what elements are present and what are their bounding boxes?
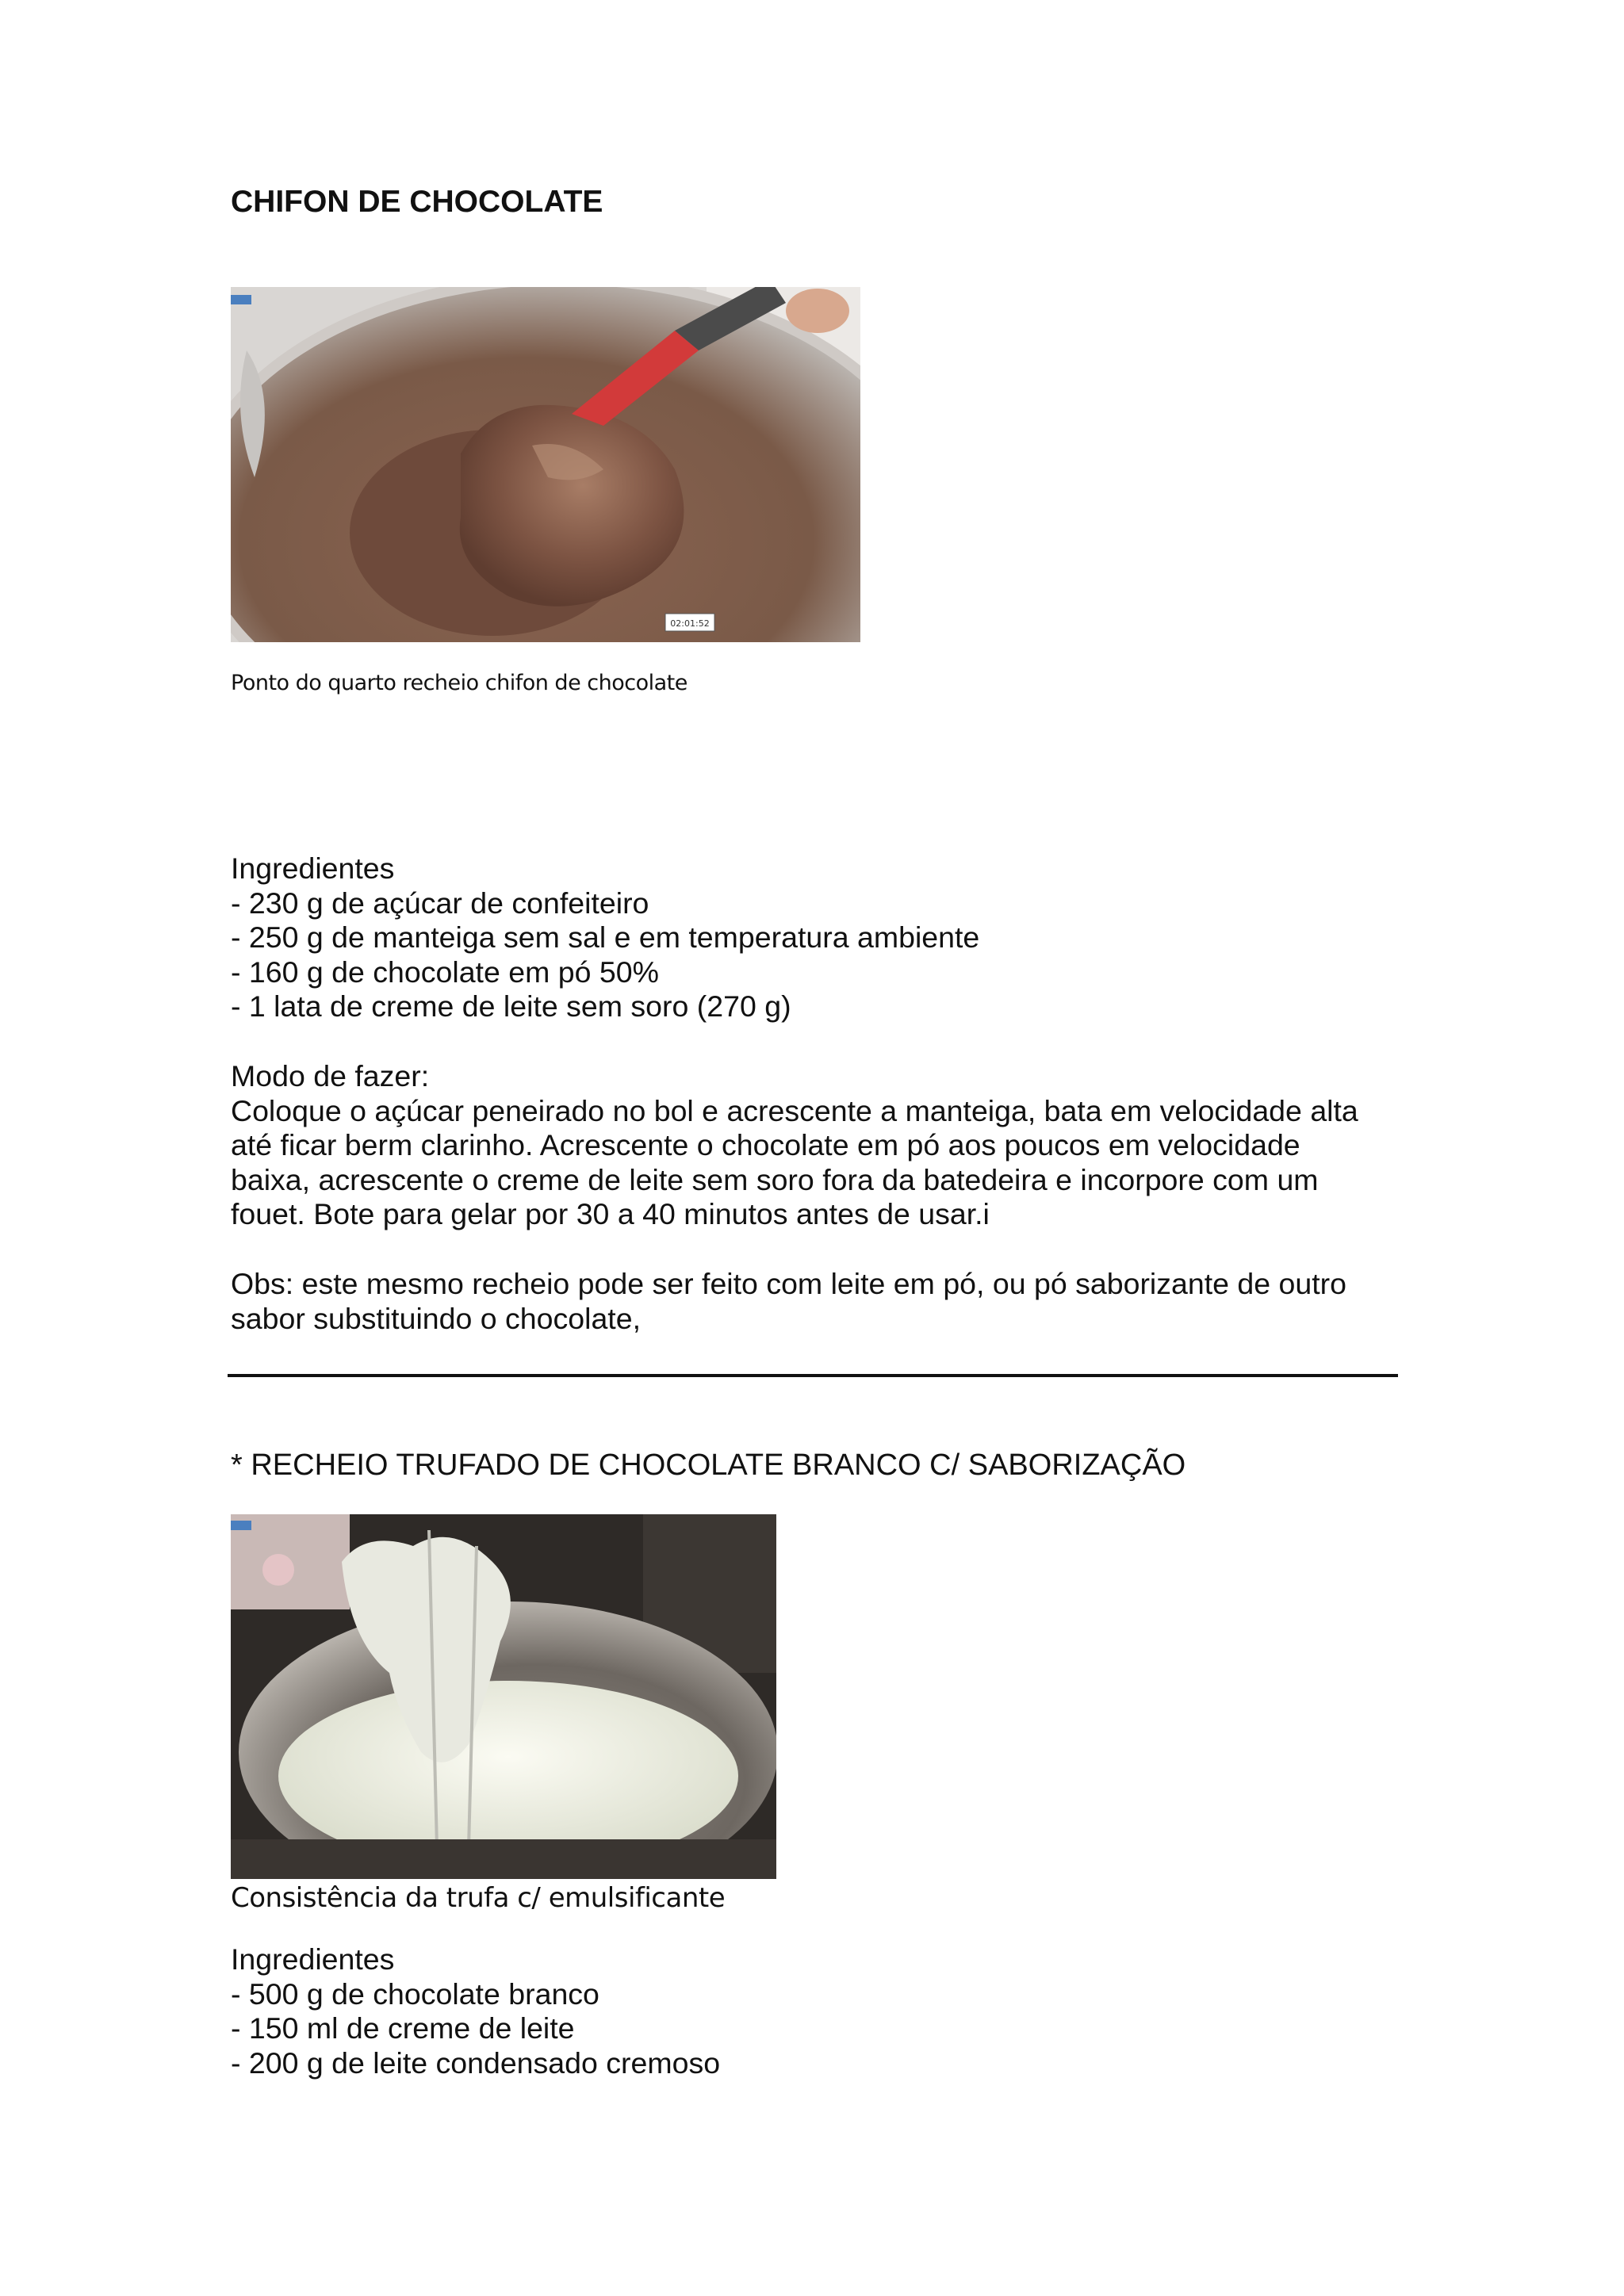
method-section bbox=[231, 1059, 1396, 1232]
recipe-title-2: * RECHEIO TRUFADO DE CHOCOLATE BRANCO C/ SABORIZAÇÃO bbox=[231, 1448, 1186, 1482]
white-chocolate-filling-photo bbox=[231, 1514, 776, 1879]
recipe-title: CHIFON DE CHOCOLATE bbox=[231, 185, 603, 219]
ingredient-item: - 230 g de açúcar de confeiteiro bbox=[231, 886, 649, 920]
ingredient-item: - 200 g de leite condensado cremoso bbox=[231, 2045, 721, 2080]
obs-line: Obs: este mesmo recheio pode ser feito com leite em pó, ou pó saborizante de outro bbox=[231, 1267, 1347, 1300]
ingredient-item: - 150 ml de creme de leite bbox=[231, 2011, 575, 2045]
image-caption-2: Consistência da trufa c/ emulsificante bbox=[231, 1882, 726, 1914]
ingredients-heading: Ingredientes bbox=[231, 1942, 395, 1976]
chocolate-filling-photo bbox=[231, 287, 860, 642]
section-divider bbox=[228, 1374, 1398, 1377]
ingredient-item: - 160 g de chocolate em pó 50% bbox=[231, 955, 659, 989]
image-caption: Ponto do quarto recheio chifon de chocolate bbox=[231, 671, 688, 695]
method-heading: Modo de fazer: bbox=[231, 1059, 430, 1093]
ingredients-list-2 bbox=[231, 1942, 1396, 2080]
observation-note bbox=[231, 1267, 1396, 1336]
method-line: Coloque o açúcar peneirado no bol e acrescente a manteiga, bata em velocidade alta bbox=[231, 1093, 1358, 1127]
method-line: até ficar berm clarinho. Acrescente o chocolate em pó aos poucos em velocidade bbox=[231, 1128, 1300, 1161]
method-line: fouet. Bote para gelar por 30 a 40 minutos antes de usar.i bbox=[231, 1197, 990, 1230]
ingredient-item: - 500 g de chocolate branco bbox=[231, 1976, 599, 2011]
ingredient-item: - 1 lata de creme de leite sem soro (270 g) bbox=[231, 989, 791, 1023]
ingredients-list bbox=[231, 851, 1396, 1024]
video-timestamp: 02:01:52 bbox=[670, 618, 710, 629]
method-line: baixa, acrescente o creme de leite sem soro fora da batedeira e incorpore com um bbox=[231, 1162, 1319, 1196]
ingredient-item: - 250 g de manteiga sem sal e em temperatura ambiente bbox=[231, 920, 980, 954]
obs-line: sabor substituindo o chocolate, bbox=[231, 1301, 641, 1335]
ingredients-heading: Ingredientes bbox=[231, 851, 395, 885]
